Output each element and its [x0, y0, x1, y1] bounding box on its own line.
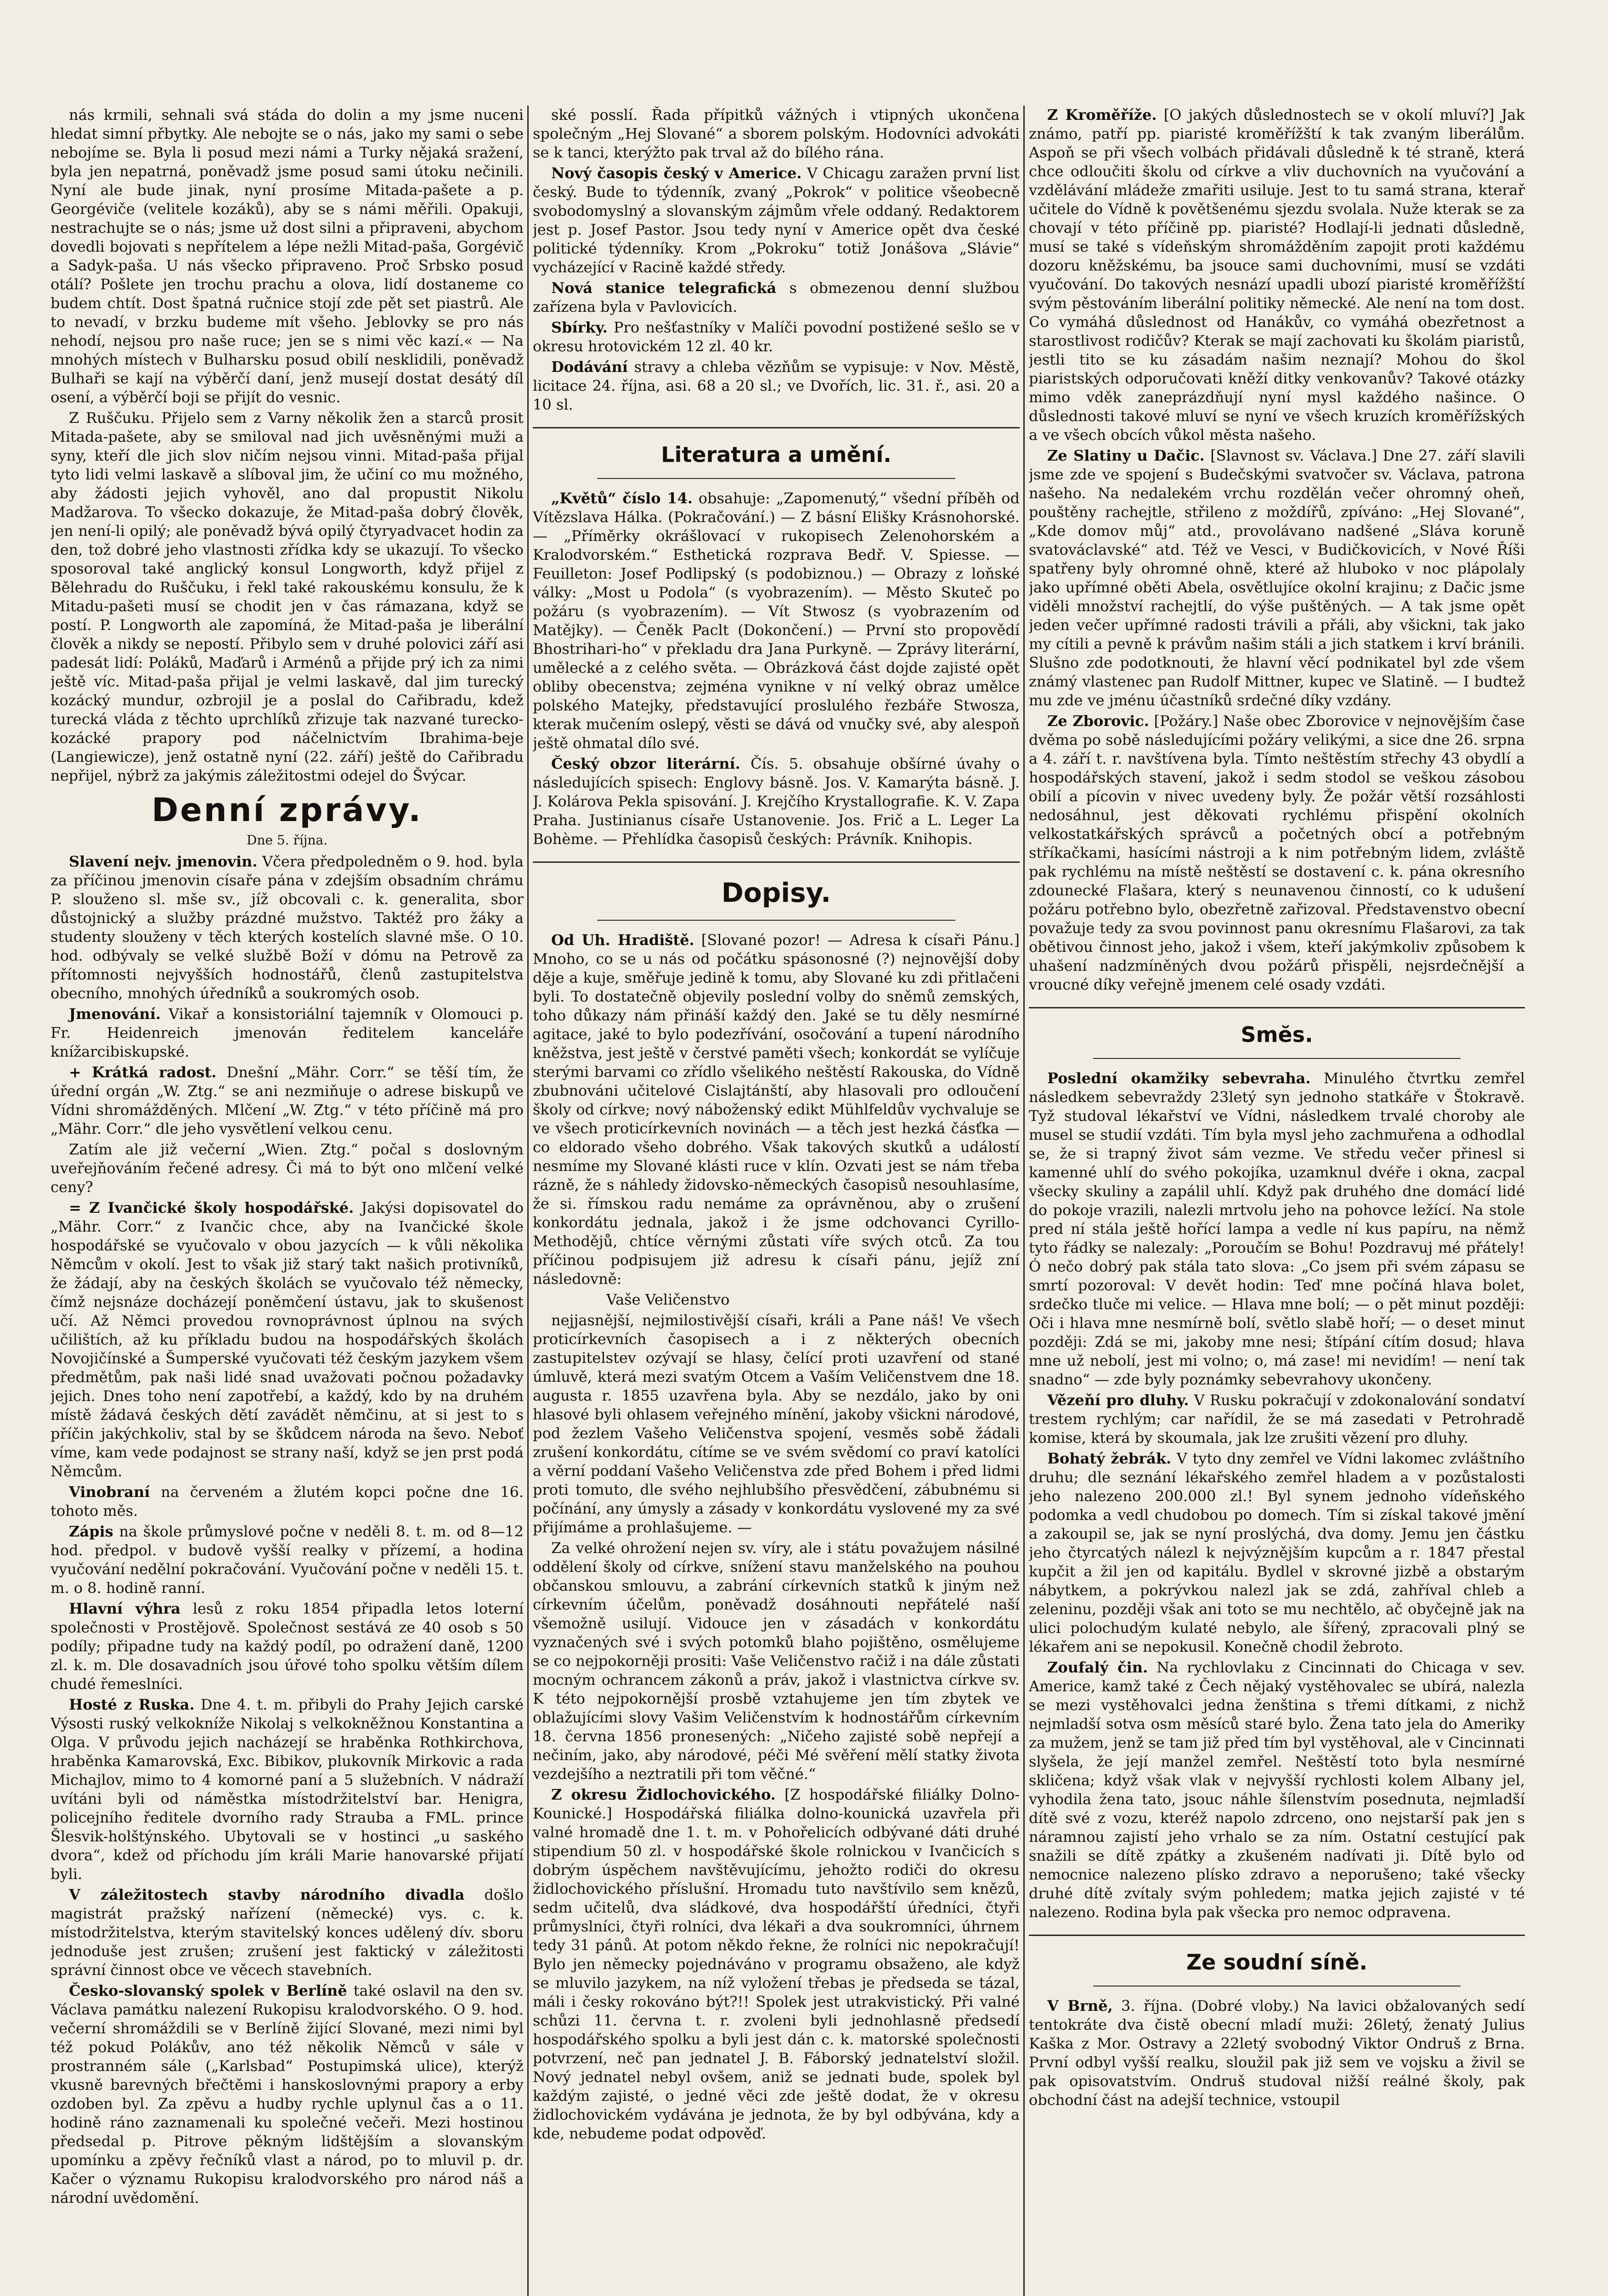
article-paragraph — [51, 1063, 524, 1138]
article-body: s obmezenou denní službou zařízena byla v Pavlovicích. — [533, 279, 1020, 315]
article-paragraph — [51, 1483, 524, 1520]
article-paragraph — [51, 1005, 524, 1061]
article-body: [Slavnost sv. Václava.] Dne 27. září slavili jsme zde ve spojení s Budečskými svatvočer sv. Václava, patrona našeho. Na nedalekém vrchu rozdělán večer ohromný oheň, pouštěny rachejtle, střileno z moždířů, zpíváno: „Hej Slované“, „Kde domov můj“ atd., provolávano nadšené „Sláva koruně svatováclavské“ atd. Též ve Vesci, v Budičkovicích, v Nové Říši spatřeny byly ohromné ohně, které až hluboko v noc plápolaly jako upřímné oběti Abela, osvětlujíce okolní krajinu; z Dačic jsme viděli množství rachejtlí, do výše puštěných. — A tak jsme opět jeden večer upřímné radosti trávili a přáli, aby všickni, tak jako my cítili a pevně k právům našim stáli a jich statkem i krví bránili. Slušno zde podotknouti, že hlavní věcí podnikatel byl zde všem známý vlastenec pan Rudolf Mittner, kupec ve Slatině. — I budtež mu zde ve jménu účastníků srdečné díky vzdány. — [1029, 447, 1525, 709]
section-rule — [1029, 1007, 1525, 1008]
article-body: V Rusku pokračují v zdokonalování sondatví trestem rychlým; car nařídil, že se má zasedati v Petrohradě komise, která by skoumala, jak lze zrušiti vězení pro dluhy. — [1029, 1391, 1525, 1446]
article-headline: Český obzor literární. — [551, 755, 740, 772]
article-headline: Zoufalý čin. — [1047, 1659, 1148, 1676]
article-paragraph — [51, 1140, 524, 1197]
article-body: došlo magistrát pražský nařízení (německé) vys. c. k. místodržitelstva, kterým stavitelský konces udělený dív. sboru jednoduše jest zrušen; zrušení jest faktický v záležitosti správní činnost obce ve věcech stavebních. — [51, 1886, 524, 1979]
article-body: Vikař a konsistoriální tajemník v Olomouci p. Fr. Heidenreich jmenován ředitelem kanceláře knížarcibiskupské. — [51, 1005, 524, 1060]
article-paragraph — [1029, 712, 1525, 994]
article-body: obsahuje: „Zapomenutý,“ všední příběh od Vítězslava Hálka. (Pokračování.) — Z básní Elišky Krásnohorské. — „Příměrky okrášlovací v rukopisech Zelenohorském a Kralodvorském.“ Esthetická rozprava Bedř. V. Spiesse. — Feuilleton: Josef Podlipský (s podobiznou.) — Obrazy z loňské války: „Most u Podola“ (s vyobrazením). — Město Skuteč po požáru (s vyobrazením). — Vít Stwosz (s vyobrazením od Matějky). — Čeněk Paclt (Dokončení.) — První sto propovědí Bhostrihari-ho“ v překladu dra Jana Purkyně. — Zprávy literární, umělecké a z celého světa. — Obrázková část dojde zajisté opět obliby obecenstva; zejména vynikne v ní velký obraz umělce polského Matejky, představující proslulého řezbáře Stwosza, kterak mučením oslepý, věsti se dává od vnučky své, aby alespoň ještě ohmatal dílo své. — [533, 490, 1020, 752]
section-heading: Dopisy. — [721, 877, 831, 908]
article-body: 3. října. (Dobré vloby.) Na lavici obžalovaných sedí tentokráte dva čistě obecní mladí muži: 26letý, ženatý Julius Kaška z Mor. Ostravy a 22letý svobodný Viktor Ondruš z Brna. První odbyl vyšší realku, sloužil pak již sem ve vojsku a živil se pak opisovatstvím. Ondruš studoval nižší reálné školy, pak obchodní část na adejší technice, vstoupil — [1029, 1997, 1525, 2109]
article-body: [Požáry.] Naše obec Zborovice v nejnovějším čase dvěma po sobě následujícími požáry velikými, a sice dne 26. srpna a 4. září t. r. navštívena byla. Tímto neštěstím střechy 43 obydlí a hospodářských stavení, jakož i sedm stodol se veškou zásobou obilí a pícovin v nivec uvedeny byly. Že požár větší rozsáhlosti nedosáhnul, jest děkovati rychlému přispění okolních velkostatkářských správců a početných obcí a potřebným stříkačkami, hasícími nástroji a k nim potřebným lidem, zvláště pak rychlému na místě neštěstí se dostavení c. k. pána okresního zdounecké Flašara, který s neunavenou činností, co k udušení požáru potřebno bylo, obezřetně zařizoval. Představenstvo obecní považuje tedy za svou povinnost panu okresnímu Flašarovi, za tak obětivou činnost jeho, jakož i všem, kteří jakýmkoliv způsobem k uhašení nadzmíněných dvou požárů přispěli, nejsrdečnější a vroucné díky veřejně jmenem celé osady vzdáti. — [1029, 712, 1525, 993]
article-paragraph — [1029, 1449, 1525, 1656]
column-2 — [533, 106, 1020, 2296]
article-body: Čís. 5. obsahuje obšírné úvahy o následujících spisech: Englovy básně. Jos. V. Kamarýta básně. J. J. Kolárova Pekla spisování. J. Krejčího Krystallografie. K. V. Zapa Praha. Justinianus císaře Ustanovenie. Jos. Frič a L. Leger La Bohème. — Přehlídka časopisů českých: Právník. Knihopis. — [533, 755, 1020, 848]
article-body: lesů z roku 1854 připadla letos loterní společnosti v Prostějově. Společnost sestává ze 40 osob s 50 podíly; připadne tudy na každý podíl, po odražení daně, 1200 zl. k. m. Dle dosavadních jsou úřové toho spolku větším dílem chudé řemeslníci. — [51, 1600, 524, 1693]
article-headline: Ze Slatiny u Dačic. — [1047, 447, 1205, 464]
column-divider — [527, 106, 529, 2296]
article-paragraph — [1029, 1391, 1525, 1447]
article-headline: Ze Zborovic. — [1047, 712, 1149, 730]
article-headline: Od Uh. Hradiště. — [551, 931, 694, 949]
article-headline: V Brně, — [1047, 1997, 1113, 2015]
article-headline: + Krátká radost. — [69, 1064, 217, 1081]
article-headline: Nová stanice telegrafická — [551, 279, 777, 297]
column-divider — [1023, 106, 1025, 2296]
heading-underline — [597, 920, 955, 921]
article-body: Včera předpoledněm o 9. hod. byla za příčinou jmenovin císaře pána v zdejším obsadním chrámu P. slouženo sl. mše sv., jíž obcovali c. k. generalita, sbor důstojnický a služby prázdné mužstvo. Taktéž pro žáky a studenty slouženy v těch kterých kostelích slavné mše. O 10. hod. odbývaly se velké službě Boží v dómu na Petrově za přítomnosti nejvyšších hodnostářů, členů zastupitelstva obecního, mnohých úředníků a soukromých osob. — [51, 853, 524, 1002]
address-salutation: Vaše Veličenstvo — [606, 1291, 730, 1308]
article-paragraph — [533, 106, 1020, 162]
article-body: V Chicagu zaražen první list český. Bude to týdenník, zvaný „Pokrok“ v politice všeobecně svobodomyslný a slovanským zájmům vřele oddaný. Redaktorem jest p. Josef Pastor. Jsou tedy nyní v Americe opět dva české politické týdenníky. Krom „Pokroku“ totiž Jonášova „Slávie“ vycházející v Racině každé středy. — [533, 164, 1020, 276]
article-paragraph — [1029, 446, 1525, 710]
section-heading: Smĕs. — [1241, 1022, 1313, 1047]
article-body: také oslavil na den sv. Václava památku nalezení Rukopisu kralodvorského. O 9. hod. večerní shromáždili se v Berlíně žijící Slované, mezi nimi byl též pokud Polákův, ano též několik Němců v sále v prostranném sále („Karlsbad“ Postupimská ulice), kterýž vkusně barevných břečtěmi i hanskoslovnými prapory a erby ozdoben byl. Za zpěvu a hudby rychle uplynul čas a o 11. hodině ráno zaznamenali ku společné večeři. Mezi hostinou předsedal p. Pitrove pěkným lidštějším a slovanským upomínku a zpěvy řečníků vlast a národ, po to mluvil p. dr. Kačer o významu Rukopisu kralodvorského pro národ náš a národní uvědomění. — [51, 1982, 524, 2206]
article-body: Dne 4. t. m. přibyli do Prahy Jejich carské Výsosti ruský velkokníže Nikolaj s velkokněžnou Konstantina a Olga. V průvodu jejich nacházejí se hraběnka Rothkirchova, hraběnka Kamarovská, Exc. Bibikov, plukovník Mirkovic a rada Michajlov, mimo to 4 komorné paní a 5 služebních. V nádraží uvítáni byli od náměstka místodržitelství bar. Henigra, policejního ředitele dvorního rady Strauba a FML. prince Šlesvik-holštýnského. Ubytovali se v hostinci „u saského dvora“, kdež od příchodu jím králi Marie hanovarské přijatí byli. — [51, 1696, 524, 1883]
article-headline: Nový časopis český v Americe. — [551, 164, 802, 182]
article-body: V tyto dny zemřel ve Vídni lakomec zvláštního druhu; dle seznání lékařského zemřel hladem a v pozůstalosti jeho nalezeno 200.000 zl.! Byl synem jednoho vídeňského podomka a vedl chudobou po domech. Tím si získal takové jmění a zakoupil se, jak se nyní proslýchá, dva domy. Jemu jen částku jeho čtyrcatých nálezl k nejvýznějším kupcům a r. 1847 přestal kupčit a žil jen od kapitálu. Bydlel v skrovné jizbě a obstarým nábytkem, a pokrývkou nalezl jak se zdá, zahříval chleb a zeleninu, později však ani toto se mu nechtělo, ač obyčejně jak na ulici polochudým kulaté nebylo, ale šířený, zpracovali plný se lékařem ani se nepokusil. Konečně chodil žebroto. — [1029, 1450, 1525, 1655]
article-body: na škole průmyslové počne v neděli 8. t. m. od 8—12 hod. předpol. v budově vyšší realky v přízemí, a hodina vyučování nedělní pokračování. Vyučování počne v neděli 15. t. m. o 8. hodině ranní. — [51, 1523, 524, 1597]
article-body: stravy a chleba vězňům se vypisuje: v Nov. Městě, licitace 24. října, asi. 68 a 20 sl.; ve Dvořích, lic. 31. ř., asi. 20 a 10 sl. — [533, 358, 1020, 413]
article-body: Z Ruščuku. Přijelo sem z Varny několik žen a starců prosit Mitada-pašete, aby se smiloval nad jich uvěsněnými muži a syny, kteří dle jich slov ničím nejsou vinni. Mitad-paša přijal tyto lidi velmi laskavě a slíboval jim, že učiní co mu možného, aby žádosti jejich vyhověl, ano dal propustit Nikolu Madžarova. To všecko dokazuje, že Mitad-paša dobrý člověk, jen není-li opilý; ale poněvadž bývá opilý čtyryadvacet hodin za den, tož dobré jeho vlastnosti zřídka kdy se ukazují. To všecko sposoroval také anglický konsul Longworth, když přijel z Bělehradu do Ruščuku, i řekl také rakouskému konsulu, že k Mitadu-pašeti musí se chodit jen v čas rámazana, když se postí. P. Longworth ale zapomíná, že Mitad-paša je liberální člověk a nikdy se nepostí. Přibylo sem v druhé polovici září asi padesát lidí: Poláků, Maďarů i Arménů a přijde prý ich za nimi ještě víc. Mitad-paša přijal je velmi laskavě, dal jim turecký kozácký mundur, ozbrojil je a poslal do Cařibradu, kdež turecká vláda z těchto uprchlíků zřizuje tak nazvané turecko-kozácké prapory pod náčelnictvím Ibrahima-beje (Langiewicze), jenž ostatně nyní (22. září) ještě do Cařibradu nepřijel, nýbrž za jakýmis záležitostmi odejel do Švýcar. — [51, 409, 524, 784]
article-paragraph — [533, 931, 1020, 1289]
section-rule — [1029, 1935, 1525, 1936]
article-body: Minulého čtvrtku zemřel následkem sebevraždy 23letý syn jednoho statkáře v Štokravě. Tyž studoval lékařství ve Vídni, následkem trvalé choroby ale musel se studií vzdáti. Tím byla mysl jeho zachmuřena a odhodlal se, že si trapný život sám vezme. Ve středu večer přinesl si kamenné uhlí do svého pokojíka, uzamknul dvéře i okna, zacpal všecky skuliny a zapálil uhlí. Když pak druhého dne domácí lidé do pokoje vrazili, nalezli mrtvolu jeho na pohovce ležící. Na stole pred ní stála ještě hořící lampa a vedle ní kus papíru, na němž tyto řádky se nalezaly: „Poroučím se Bohu! Pozdravuj mé přátely! Ó nečo dobrý pak stála tato slova: „Co jsem při svém zápasu se smrtí pozoroval: V devět hodin: Teď mne počíná hlava bolet, srdečko tluče mi velice. — Hlava mne bolí; — o pět minut později: Oči i hlava mne nesmírně bolí, světlo slabě hoří; — o deset minut později: Zdá se mi, jakoby mne nesi; štípání cítím dosud; hlava mne už nebolí, jest mi volno; o, má zase! mi nevidím! — není tak snadno“ — zde byly poznámky sebevrahovy ukončeny. — [1029, 1069, 1525, 1388]
section-rule — [533, 861, 1020, 863]
section-heading: Literatura a umění. — [661, 442, 891, 467]
article-headline: Slavení nejv. jmenovin. — [69, 853, 258, 870]
article-body: [Slované pozor! — Adresa k císaři Pánu.] Mnoho, co se u nás od počátku spásonosné (?) nejnovější doby děje a kuje, směřuje jedině k tomu, aby Slované ku zdi přitlačeni byli. To dostatečně objevily poslední volby do sněmů zemských, toho důkazy nám přináší každý den. Jaké se tu děly nesmírné agitace, jaké to bylo podezřívání, osočování a tupení národního kněžstva, jest ještě v čerstvé paměti všech; konkordát se vylíčuje sterými barvami co zřídlo všelikého neštěstí Rakouska, do Vídně zbubnováni učitelové Cislajtánští, aby hlasovali pro odloučení školy od církve; nový náboženský edikt Mühlfeldův vychvaluje se ve všech proticírkevních novinách — a těch jest hezká čásťka — co eldorado všeho dobrého. Však takových skutků a událostí nesmíme my Slované klásti ruce v klín. Ozvati jest se nám třeba rázně, že s náhledy židovsko-německých časopisů nesouhlasíme, že si. římskou radu nemáme za oprávněnou, aby o zrušení konkordátu jednala, jakož i že jsme odchovanci Cyrillo-Methodějů, chtíce věrnými zůstati víře svých otců. Za tou příčinou podpisujem již adresu k císaři pánu, jejíž zní následovně: — [533, 931, 1020, 1288]
article-paragraph — [51, 1599, 524, 1694]
article-paragraph — [51, 852, 524, 1003]
article-body: ské posslí. Řada přípitků vážných i vtipných ukončena společným „Hej Slované“ a sborem polským. Hodovníci advokáti se k tanci, kterýžto pak trval až do bílého rána. — [533, 106, 1020, 161]
article-paragraph — [533, 754, 1020, 849]
article-body: Pro nešťastníky v Malíči povodní postižené sešlo se v okresu hrotovickém 12 zl. 40 kr. — [533, 319, 1020, 355]
article-headline: V záležitostech stavby národního divadla — [69, 1886, 465, 1903]
article-body: [Z hospodářské filiálky Dolno-Kounické.] Hospodářská filiálka dolno-kounická uzavřela při valné hromadě dne 1. t. m. v Pohořelicích odbývané dáti druhé stipendium 50 zl. v hospodářské škole rolnickou v Ivančicích s dobrým úspěchem navštěvujícímu, jehožto rodiči do okresu židlochovického příslušní. Hromadu tuto navštívilo sem knězů, sedm učitelů, dva sládkové, dva hospodářští úředníci, čtyři průmyslníci, čtyři rolníci, dva lékaři a dva soukromníci, úhrnem tedy 31 pánů. At potom někdo řekne, že rolníci nic nepokračují! Bylo jen německy pojednáváno v programu obsaženo, ale když se mluvilo jazykem, na níž vyložení třebas je předseda se tázal, máli i česky rokováno být?!! Spolek jest utrakvistický. Při valné schůzi 11. června t. r. zvoleni byli jednohlasně předsedí hospodářského spolku a byli jest dán c. k. matorské společnosti potvrzení, neč pan jednatel J. B. Fáborský jednatelství složil. Nový jednatel nebyl ovšem, aniž se jednati bude, spolek byl každým zajisté, o jedné věci zde ještě dodat, že v okresu židlochovickém vydávána je jednota, že by byl odbývána, kdy a kde, nebudeme podat odpověď. — [533, 1786, 1020, 2142]
column-3 — [1029, 106, 1525, 2296]
article-headline: Hlavní výhra — [69, 1600, 181, 1617]
article-body: nejjasnější, nejmilostivější císaři, králi a Pane náš! Ve všech proticírkevních časopisech a i z některých obecních zastupitelstev ozývají se hlasy, čelící proti uzavření od stané úmluvě, která mezi svatým Otcem a Vaším Veličenstvem dne 18. augusta r. 1855 uzavřena byla. Aby se nezdálo, jako by oni hlasové byli ohlasem veřejného mínění, jakoby všickni národové, pod žezlem Vašeho Veličenstva spojení, vesměs sobě žádali zrušení konkordátu, cítíme se ve svém svědomí co praví katolíci a věrní poddaní Vašeho Veličenstva zde před Bohem i před lidmi proti tomuto, dle svého nejhlubšího přesvědčení, zábubnému si počínání, any úmysly a zásady v konkordátu vyslovené my za své přijímáme a prohlašujeme. — — [533, 1311, 1020, 1536]
article-headline: Z Kroměříže. — [1047, 106, 1157, 124]
article-body: Na rychlovlaku z Cincinnati do Chicaga v sev. Americe, kamž také z Čech nějaký vystěhovalec se ubírá, nalezla se mezi vystěhovalci jedna ženština s třemi dítkami, z nichž nejmladší sotva osm měsíců staré bylo. Žena tato jela do Ameriky za mužem, jenž se tam již před tím byl vystěhoval, ale v Cincinnati slyšela, že její manžel zemřel. Neštěstí toto byla nesmírné skličena; když však vlak v nejvyšší rychlosti kolem Albany jel, vyhodila žena tato, jsouc náhle šílenstvím posednuta, nejmladší dítě své z vozu, kteréž napolo zdrceno, ono nejstarší pak jen s náramnou zajistí jeho vrhalo se za ním. Ostatní cestující pak snažili se dítě zpátky a zkušeném nadívati ji. Dítě bylo od nemocnice nalezeno plísko zdravo a neporušeno; také všecky druhé dítě zvítaly svým pohledem; matka jejich zajisté v té nalezeno. Rodina byla pak všecka pro nemoc odpravena. — [1029, 1659, 1525, 1921]
article-body: na červeném a žlutém kopci počne dne 16. tohoto měs. — [51, 1483, 524, 1519]
article-paragraph — [51, 1695, 524, 1884]
article-headline: Jmenování. — [69, 1005, 161, 1023]
article-headline: Zápis — [69, 1523, 113, 1540]
article-headline: Sbírky. — [551, 319, 608, 336]
article-headline: Poslední okamžiky sebevraha. — [1047, 1069, 1311, 1087]
section-date: Dne 5. října. — [246, 833, 328, 848]
column-1 — [51, 106, 524, 2296]
article-headline: Hosté z Ruska. — [69, 1696, 195, 1713]
article-headline: Vězeňí pro dluhy. — [1047, 1391, 1189, 1409]
article-body: nás krmili, sehnali svá stáda do dolin a my jsme nuceni hledat simní přbytky. Ale nebojte se o nás, jako my sami o sebe nebojíme se. Byla li posud mezi námi a Turky nějaká sražení, byla jen nepatrná, poněvadž jsme posud sami útoku nečinili. Nyní ale bude jinak, nyní prosíme Mitada-pašete a p. Georgéviče (velitele kozáků), aby se s námi měřili. Opakuji, nestrachujte se o nás; jsme už dost silni a připraveni, abychom dovedli bojovati s nepřítelem a lépe nežli Mitad-paša, Gorgévič a Sadyk-paša. U nás všecko připraveno. Proč Srbsko posud otálí? Pošlete jen trochu prachu a olova, lidí dostaneme co budem chtít. Dost špatná ručnice stojí zde pět set piastrů. Ale to nevadí, v brzku budeme mít všeho. Jeblovky se pro nás nehodí, nejsou pro naše ruce; jen se s nimi věc kazí.« — Na mnohých místech v Bulharsku posud obilí nesklidili, poněvadž Bulhaři se kají na výběrčí daní, jenž musejí dostat desátý díl osení, a výběrčí boji se přijít do vesnic. — [51, 106, 524, 406]
article-paragraph — [1029, 1069, 1525, 1389]
article-paragraph — [51, 1199, 524, 1481]
article-body: Zatím ale již večerní „Wien. Ztg.“ počal s doslovným uveřejňováním řečené adresy. Či má to být ono mlčení velké ceny? — [51, 1141, 524, 1196]
article-paragraph — [533, 1539, 1020, 1784]
article-paragraph — [533, 279, 1020, 316]
article-paragraph — [51, 1885, 524, 1980]
article-headline: Z okresu Židlochovického. — [551, 1786, 776, 1803]
article-headline: Česko-slovanský spolek v Berlíně — [69, 1982, 347, 1999]
heading-underline — [597, 478, 955, 479]
section-heading: Denní zprávy. — [152, 791, 423, 829]
article-body: Jakýsi dopisovatel do „Mähr. Corr.“ z Ivančic chce, aby na Ivančické škole hospodářské se vyučovalo v obou jazycích — k vůli několika Němcům v okolí. Jest to však již starý takt našich protivníků, že žádají, aby na českých školách se vyučovalo též německy, čímž nejsnáze docházejí poněmčení ústavu, jak to skušenost učí. Až Němci provedou rovnoprávnost úplnou na svých učilištích, až ku příkladu budou na hospodářských školách Novojičínské a Šumperské vyučovati též českým jazykem všem předmětům, pak naši lidé snad uvažovati počnou požadavky jejich. Dnes toho není zapotřebí, a každý, kdo by na druhém místě žádavá českých dětí zavádět němčinu, at si jest to s příčin jakýchkoliv, stal by se škůdcem národa na ševo. Neboť víme, kam vede podajnost se strany naší, když se jen prst podá Němcům. — [51, 1199, 524, 1480]
article-paragraph — [533, 1311, 1020, 1537]
article-paragraph — [51, 106, 524, 407]
article-paragraph — [1029, 1658, 1525, 1922]
article-headline: „Květů“ číslo 14. — [551, 490, 693, 507]
article-body: Dnešní „Mähr. Corr.“ se těší tím, že úřední orgán „W. Ztg.“ se ani nezmiňuje o adrese biskupů ve Vídni shromážděných. Mlčení „W. Ztg.“ v této příčině má pro „Mähr. Corr.“ dle jeho vysvětlení velkou cenu. — [51, 1064, 524, 1137]
article-paragraph — [51, 1981, 524, 2207]
article-body: [O jakých důslednostech se v okolí mluví?] Jak známo, patří pp. piaristé kroměřížští k tak zvaným liberálům. Aspoň se při všech volbách přidávali důsledně k té straně, která chce odloučiti školu od církve a vliv duchovních na vyučování a vzdělávání mládeže zmařiti usiluje. Jest to tu samá strana, kterař učitele do Vídně k povětšenému sjezdu svolala. Nuže kterak se za chovají v této příčině pp. piaristé? Hodlají-li jednati důsledně, musí se také s vídeňským shromážděním zapojit proti každému dozoru kněžskému, ba jsouce sami duchovními, musí se vzdáti vyučování. Do takových nesnází upadli ubozí piaristé kroměřížští svým pěstováním liberální politiky německé. Ale není na tom dost. Co vymáhá důslednost od Hanákův, co vymáhá obezřetnost a starostlivost rodičův? Kterak se mají zachovati ku školám piaristů, jestli tito se ku zásadám našim neznají? Mohou do škol piaristských odporučovati kněží ditky venkovanův? Takové otázky mimo vděk zaneprázdňují nyní mysl každého našince. O důslednosti takové mluví se nyní ve všech kruzích kroměřížských a ve všech obcích vůkol města našeho. — [1029, 106, 1525, 444]
article-paragraph — [51, 1522, 524, 1598]
article-body: Za velké ohrožení nejen sv. víry, ale i státu považujem násilné oddělení školy od církve, snížení stavu manželského na pouhou občanskou smlouvu, a zabrání církevních statků k jiným než církevním účelům, poněvadž dosáhnouti nepřátelé naší všemožně usilují. Vidouce jen v zásadách v konkordátu vyznačených své i svých potomků blaho pojištěno, osmělujeme se co nejpokorněji prositi: Vaše Veličenstvo račiž i na dále zůstati mocným ochrancem zákonů a práv, jakož i vlastnictva církve sv. K této nejpokornější prosbě vztahujeme jen tím zbytek ve oblažujícími slovy Vašim Veličenstvím k hodnostářům církevním 18. června 1856 pronesených: „Ničeho zajisté sobě nepřejí a nečiním, jako, aby národové, péči Mé svěření mělí statky života vezdejšího a neztratili při tom věčné.“ — [533, 1539, 1020, 1783]
article-headline: = Z Ivančické školy hospodářské. — [69, 1199, 354, 1216]
article-paragraph — [51, 409, 524, 785]
heading-underline — [1093, 1058, 1461, 1059]
article-paragraph — [533, 1785, 1020, 2143]
article-headline: Dodávání — [551, 358, 628, 376]
article-headline: Bohatý žebrák. — [1047, 1450, 1172, 1467]
article-paragraph — [533, 164, 1020, 277]
section-heading: Ze soudní síně. — [1186, 1950, 1368, 1975]
article-headline: Vinobraní — [69, 1483, 150, 1501]
article-paragraph — [533, 358, 1020, 414]
article-paragraph — [1029, 1997, 1525, 2110]
article-paragraph — [1029, 106, 1525, 445]
article-paragraph — [533, 318, 1020, 356]
section-rule — [533, 427, 1020, 428]
article-paragraph — [533, 489, 1020, 753]
